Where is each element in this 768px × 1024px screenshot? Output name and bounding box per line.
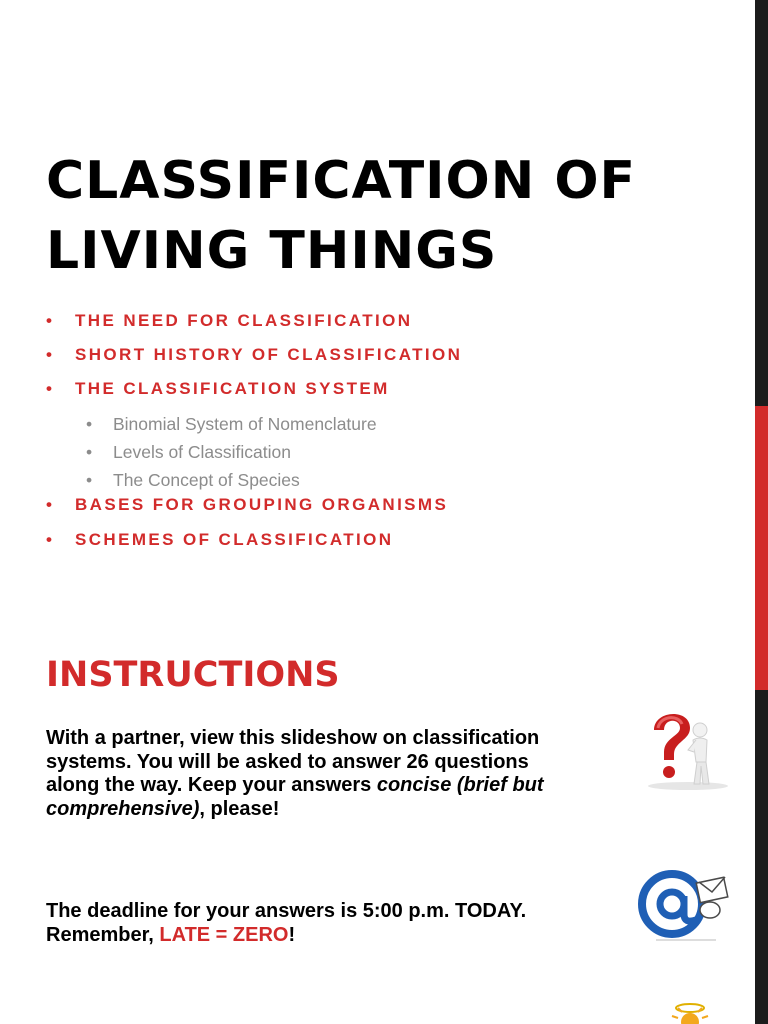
topic-label: THE NEED FOR CLASSIFICATION <box>75 311 413 330</box>
emphasis-text: comprehensive) <box>46 797 200 820</box>
sidebar-accent-red <box>755 406 768 690</box>
subtopic-label: Levels of Classification <box>113 442 291 462</box>
bullet: • <box>86 414 93 434</box>
bullet: • <box>46 495 52 514</box>
text-line: , please! <box>199 797 280 820</box>
slide-title-line-1: CLASSIFICATION OF <box>46 151 637 211</box>
bullet: • <box>86 470 93 490</box>
deadline-paragraph <box>46 900 606 947</box>
subtopic-item <box>86 412 377 436</box>
bullet: • <box>46 311 52 330</box>
topic-label: BASES FOR GROUPING ORGANISMS <box>75 495 449 514</box>
slide-title <box>46 146 746 286</box>
topic-item <box>46 493 448 517</box>
topic-label: SCHEMES OF CLASSIFICATION <box>75 530 394 549</box>
subtopic-item <box>86 440 291 464</box>
text-line: systems. You will be asked to answer 26 questions <box>46 750 529 773</box>
subtopic-label: The Concept of Species <box>113 470 300 490</box>
text-line: along the way. Keep your answers <box>46 774 377 796</box>
text-line: ! <box>288 923 296 946</box>
slide-title-line-2: LIVING THINGS <box>46 221 498 281</box>
topic-item <box>46 528 393 552</box>
sun-icon <box>668 1000 712 1024</box>
topic-item <box>46 343 462 367</box>
topic-item <box>46 309 412 333</box>
email-at-icon <box>636 866 736 946</box>
bullet: • <box>86 442 93 462</box>
subtopic-item <box>86 468 300 492</box>
instructions-paragraph <box>46 727 606 821</box>
bullet: • <box>46 345 52 364</box>
topic-label: THE CLASSIFICATION SYSTEM <box>75 379 390 398</box>
bullet: • <box>46 379 52 398</box>
emphasis-text: concise (brief but <box>376 774 544 796</box>
late-warning: LATE = ZERO <box>159 923 289 946</box>
subtopic-label: Binomial System of Nomenclature <box>113 414 377 434</box>
topic-item <box>46 377 390 401</box>
bullet: • <box>46 530 52 549</box>
instructions-heading: INSTRUCTIONS <box>46 655 340 695</box>
text-line: Remember, <box>46 923 160 946</box>
question-mark-figure-icon <box>638 700 732 792</box>
topic-label: SHORT HISTORY OF CLASSIFICATION <box>75 345 463 364</box>
text-line: The deadline for your answers is 5:00 p.m. TODAY. <box>46 900 527 922</box>
text-line: With a partner, view this slideshow on classification <box>46 727 540 749</box>
